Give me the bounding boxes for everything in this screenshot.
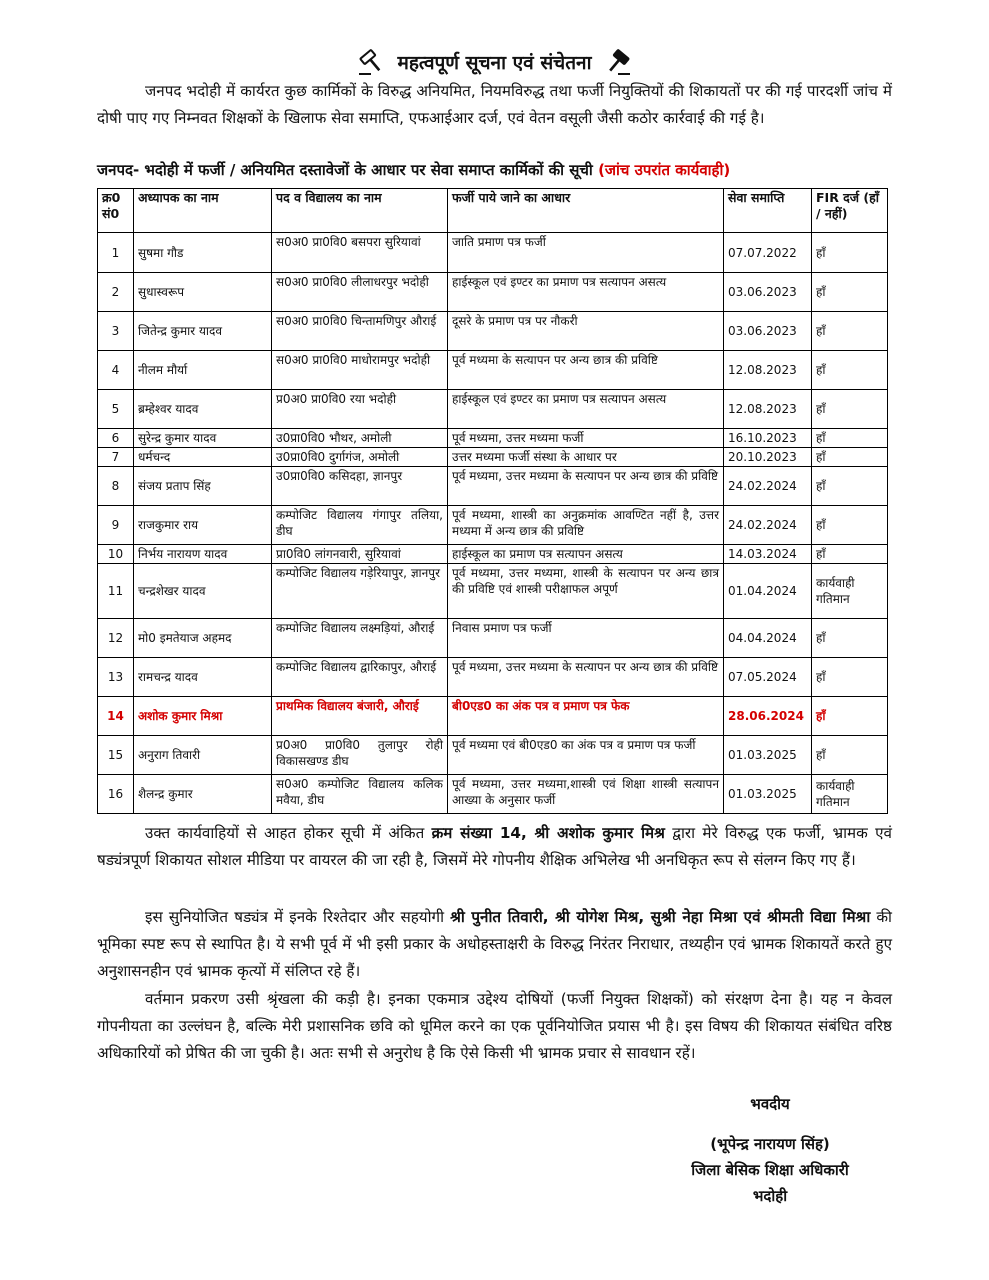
row-fir: हाँ bbox=[812, 619, 888, 658]
paragraph-3 bbox=[97, 904, 892, 985]
row-reason: पूर्व मध्यमा, उत्तर मध्यमा फर्जी bbox=[448, 429, 724, 448]
row-fir: कार्यवाही गतिमान bbox=[812, 564, 888, 619]
row-date: 12.08.2023 bbox=[724, 390, 812, 429]
header-date: सेवा समाप्ति bbox=[724, 189, 812, 233]
row-fir: हाँ bbox=[812, 736, 888, 775]
row-fir: हाँ bbox=[812, 658, 888, 697]
row-name: राजकुमार राय bbox=[134, 506, 272, 545]
row-school: प्र0अ0 प्रा0वि0 तुलापुर रोही विकासखण्ड डीघ bbox=[272, 736, 448, 775]
signature-closing: भवदीय bbox=[750, 1095, 790, 1113]
row-date: 01.04.2024 bbox=[724, 564, 812, 619]
row-date: 14.03.2024 bbox=[724, 545, 812, 564]
row-sn: 6 bbox=[98, 429, 134, 448]
list-heading-note: (जांच उपरांत कार्यवाही) bbox=[598, 161, 731, 179]
row-fir: हाँ bbox=[812, 273, 888, 312]
intro-paragraph: जनपद भदोही में कार्यरत कुछ कार्मिकों के विरुद्ध अनियमित, नियमविरुद्ध तथा फर्जी नियुक्तियों की शिकायतों पर की गई पारदर्शी जांच में दोषी पाए गए निम्नवत शिक्षकों के खिलाफ सेवा समाप्ति, एफआईआर दर्ज, एवं वेतन वसूली जैसी कठोर कार्रवाई की गई है। bbox=[97, 82, 892, 127]
table-row bbox=[98, 233, 888, 273]
signature-place: भदोही bbox=[752, 1187, 788, 1205]
row-reason: पूर्व मध्यमा, शास्त्री का अनुक्रमांक आवण्टित नहीं है, उत्तर मध्यमा में अन्य छात्र की प्रविष्टि bbox=[448, 506, 724, 545]
row-sn: 3 bbox=[98, 312, 134, 351]
row-reason: पूर्व मध्यमा, उत्तर मध्यमा के सत्यापन पर अन्य छात्र की प्रविष्टि bbox=[448, 658, 724, 697]
row-sn: 2 bbox=[98, 273, 134, 312]
row-date: 12.08.2023 bbox=[724, 351, 812, 390]
row-reason: बी0एड0 का अंक पत्र व प्रमाण पत्र फेक bbox=[448, 697, 724, 736]
row-name: सुषमा गौड bbox=[134, 233, 272, 273]
gavel-icon bbox=[357, 47, 387, 77]
row-fir: हाँ bbox=[812, 467, 888, 506]
table-row bbox=[98, 312, 888, 351]
row-name: जितेन्द्र कुमार यादव bbox=[134, 312, 272, 351]
row-sn: 16 bbox=[98, 775, 134, 814]
row-fir: हाँ bbox=[812, 697, 888, 736]
row-reason: उत्तर मध्यमा फर्जी संस्था के आधार पर bbox=[448, 448, 724, 467]
table-row bbox=[98, 351, 888, 390]
row-name: अनुराग तिवारी bbox=[134, 736, 272, 775]
row-date: 03.06.2023 bbox=[724, 273, 812, 312]
table-row bbox=[98, 429, 888, 448]
page-title: महत्वपूर्ण सूचना एवं संचेतना bbox=[397, 52, 592, 74]
row-sn: 14 bbox=[98, 697, 134, 736]
row-school: कम्पोजिट विद्यालय गंगापुर तलिया, डीघ bbox=[272, 506, 448, 545]
para3-text-2: की भूमिका स्पष्ट रूप से स्थापित है। ये सभी पूर्व में भी इसी प्रकार के अधोहस्ताक्षरी के विरुद्ध निरंतर निराधार, तथ्यहीन एवं भ्रामक शिकायतें करते हुए अनुशासनहीन एवं भ्रामक कृत्यों में संलिप्त रहे हैं। bbox=[97, 908, 892, 980]
row-date: 01.03.2025 bbox=[724, 775, 812, 814]
table-row bbox=[98, 736, 888, 775]
row-reason: पूर्व मध्यमा, उत्तर मध्यमा के सत्यापन पर अन्य छात्र की प्रविष्टि bbox=[448, 467, 724, 506]
row-sn: 1 bbox=[98, 233, 134, 273]
table-row bbox=[98, 619, 888, 658]
header-name: अध्यापक का नाम bbox=[134, 189, 272, 233]
row-sn: 7 bbox=[98, 448, 134, 467]
row-school: कम्पोजिट विद्यालय गड़ेरियापुर, ज्ञानपुर bbox=[272, 564, 448, 619]
row-school: उ0प्रा0वि0 कसिदहा, ज्ञानपुर bbox=[272, 467, 448, 506]
dismissed-staff-table bbox=[97, 188, 888, 814]
row-school: प्र0अ0 प्रा0वि0 रया भदोही bbox=[272, 390, 448, 429]
row-date: 04.04.2024 bbox=[724, 619, 812, 658]
row-reason: हाईस्कूल एवं इण्टर का प्रमाण पत्र सत्यापन असत्य bbox=[448, 273, 724, 312]
table-row bbox=[98, 775, 888, 814]
row-date: 28.06.2024 bbox=[724, 697, 812, 736]
row-reason: पूर्व मध्यमा एवं बी0एड0 का अंक पत्र व प्रमाण पत्र फर्जी bbox=[448, 736, 724, 775]
gavel-icon bbox=[602, 47, 632, 77]
signature-name: (भूपेन्द्र नारायण सिंह) bbox=[710, 1135, 830, 1153]
row-name: सुरेन्द्र कुमार यादव bbox=[134, 429, 272, 448]
row-sn: 12 bbox=[98, 619, 134, 658]
table-row bbox=[98, 448, 888, 467]
row-date: 01.03.2025 bbox=[724, 736, 812, 775]
row-date: 07.07.2022 bbox=[724, 233, 812, 273]
row-name: अशोक कुमार मिश्रा bbox=[134, 697, 272, 736]
table-body bbox=[98, 233, 888, 814]
para3-bold-1: श्री पुनीत तिवारी, श्री योगेश मिश्र, सुश्री नेहा मिश्रा एवं श्रीमती विद्या मिश्रा bbox=[450, 908, 871, 926]
row-fir: हाँ bbox=[812, 390, 888, 429]
table-row bbox=[98, 658, 888, 697]
row-sn: 10 bbox=[98, 545, 134, 564]
row-name: शैलन्द्र कुमार bbox=[134, 775, 272, 814]
row-school: स0अ0 प्रा0वि0 बसपरा सुरियावां bbox=[272, 233, 448, 273]
row-sn: 15 bbox=[98, 736, 134, 775]
table-row bbox=[98, 390, 888, 429]
row-name: धर्मचन्द bbox=[134, 448, 272, 467]
row-reason: हाईस्कूल एवं इण्टर का प्रमाण पत्र सत्यापन असत्य bbox=[448, 390, 724, 429]
row-school: प्राथमिक विद्यालय बंजारी, औराई bbox=[272, 697, 448, 736]
row-name: ब्रम्हेश्वर यादव bbox=[134, 390, 272, 429]
header-fir: FIR दर्ज (हाँ / नहीं) bbox=[812, 189, 888, 233]
para3-text-1: इस सुनियोजित षड्यंत्र में इनके रिश्तेदार और सहयोगी bbox=[145, 908, 451, 926]
row-sn: 8 bbox=[98, 467, 134, 506]
signature-designation: जिला बेसिक शिक्षा अधिकारी bbox=[691, 1161, 849, 1179]
row-name: नीलम मौर्या bbox=[134, 351, 272, 390]
row-sn: 9 bbox=[98, 506, 134, 545]
row-name: मो0 इमतेयाज अहमद bbox=[134, 619, 272, 658]
row-sn: 11 bbox=[98, 564, 134, 619]
row-school: कम्पोजिट विद्यालय द्वारिकापुर, औराई bbox=[272, 658, 448, 697]
row-reason: निवास प्रमाण पत्र फर्जी bbox=[448, 619, 724, 658]
notice-title-row bbox=[0, 44, 989, 80]
list-heading bbox=[97, 160, 892, 186]
row-school: उ0प्रा0वि0 दुर्गागंज, अमोली bbox=[272, 448, 448, 467]
row-fir: हाँ bbox=[812, 448, 888, 467]
paragraph-2 bbox=[97, 820, 892, 874]
row-sn: 13 bbox=[98, 658, 134, 697]
para2-text-1: उक्त कार्यवाहियों से आहत होकर सूची में अंकित bbox=[145, 824, 432, 842]
para2-text-2: द्वारा मेरे विरुद्ध एक फर्जी, भ्रामक एवं षड्यंत्रपूर्ण शिकायत सोशल मीडिया पर वायरल की जा रही है, जिसमें मेरे गोपनीय शैक्षिक अभिलेख भी अनधिकृत रूप से संलग्न किए गए हैं। bbox=[97, 824, 892, 869]
table-header-row bbox=[98, 189, 888, 233]
row-sn: 5 bbox=[98, 390, 134, 429]
list-heading-main: जनपद- भदोही में फर्जी / अनियमित दस्तावेजों के आधार पर सेवा समाप्त कार्मिकों की सूची bbox=[97, 161, 593, 179]
row-school: स0अ0 कम्पोजिट विद्यालय कलिक मवैया, डीघ bbox=[272, 775, 448, 814]
row-date: 24.02.2024 bbox=[724, 506, 812, 545]
row-school: स0अ0 प्रा0वि0 माधोरामपुर भदोही bbox=[272, 351, 448, 390]
row-school: प्रा0वि0 लांगनवारी, सुरियावां bbox=[272, 545, 448, 564]
row-date: 16.10.2023 bbox=[724, 429, 812, 448]
row-fir: हाँ bbox=[812, 233, 888, 273]
row-fir: हाँ bbox=[812, 351, 888, 390]
row-school: उ0प्रा0वि0 भौथर, अमोली bbox=[272, 429, 448, 448]
row-date: 07.05.2024 bbox=[724, 658, 812, 697]
row-school: कम्पोजिट विद्यालय लक्ष्मड़ियां, औराई bbox=[272, 619, 448, 658]
row-name: सुधास्वरूप bbox=[134, 273, 272, 312]
table-row bbox=[98, 697, 888, 736]
table-row bbox=[98, 273, 888, 312]
table-row bbox=[98, 467, 888, 506]
table-row bbox=[98, 506, 888, 545]
row-reason: जाति प्रमाण पत्र फर्जी bbox=[448, 233, 724, 273]
row-fir: हाँ bbox=[812, 506, 888, 545]
row-name: निर्भय नारायण यादव bbox=[134, 545, 272, 564]
row-fir: हाँ bbox=[812, 429, 888, 448]
row-name: संजय प्रताप सिंह bbox=[134, 467, 272, 506]
header-school: पद व विद्यालय का नाम bbox=[272, 189, 448, 233]
row-school: स0अ0 प्रा0वि0 लीलाधरपुर भदोही bbox=[272, 273, 448, 312]
row-sn: 4 bbox=[98, 351, 134, 390]
row-reason: हाईस्कूल का प्रमाण पत्र सत्यापन असत्य bbox=[448, 545, 724, 564]
row-date: 03.06.2023 bbox=[724, 312, 812, 351]
row-fir: हाँ bbox=[812, 312, 888, 351]
row-name: रामचन्द्र यादव bbox=[134, 658, 272, 697]
table-row bbox=[98, 564, 888, 619]
row-fir: हाँ bbox=[812, 545, 888, 564]
para2-bold-1: क्रम संख्या 14, श्री अशोक कुमार मिश्र bbox=[431, 824, 665, 842]
row-date: 20.10.2023 bbox=[724, 448, 812, 467]
row-date: 24.02.2024 bbox=[724, 467, 812, 506]
row-name: चन्द्रशेखर यादव bbox=[134, 564, 272, 619]
row-reason: पूर्व मध्यमा, उत्तर मध्यमा,शास्त्री एवं शिक्षा शास्त्री सत्यापन आख्या के अनुसार फर्जी bbox=[448, 775, 724, 814]
row-reason: पूर्व मध्यमा के सत्यापन पर अन्य छात्र की प्रविष्टि bbox=[448, 351, 724, 390]
row-reason: दूसरे के प्रमाण पत्र पर नौकरी bbox=[448, 312, 724, 351]
header-sn: क्र0 सं0 bbox=[98, 189, 134, 233]
table-row bbox=[98, 545, 888, 564]
row-reason: पूर्व मध्यमा, उत्तर मध्यमा, शास्त्री के सत्यापन पर अन्य छात्र की प्रविष्टि एवं शास्त्री परीक्षाफल अपूर्ण bbox=[448, 564, 724, 619]
header-reason: फर्जी पाये जाने का आधार bbox=[448, 189, 724, 233]
row-school: स0अ0 प्रा0वि0 चिन्तामणिपुर औराई bbox=[272, 312, 448, 351]
paragraph-4: वर्तमान प्रकरण उसी श्रृंखला की कड़ी है। इनका एकमात्र उद्देश्य दोषियों (फर्जी नियुक्त शिक्षकों) को संरक्षण देना है। यह न केवल गोपनीयता का उल्लंघन है, बल्कि मेरी प्रशासनिक छवि को धूमिल करने का एक पूर्वनियोजित प्रयास भी है। इस विषय की शिकायत संबंधित वरिष्ठ अधिकारियों को प्रेषित की जा चुकी है। अतः सभी से अनुरोध है कि ऐसे किसी भी भ्रामक प्रचार से सावधान रहें। bbox=[97, 990, 892, 1062]
row-fir: कार्यवाही गतिमान bbox=[812, 775, 888, 814]
